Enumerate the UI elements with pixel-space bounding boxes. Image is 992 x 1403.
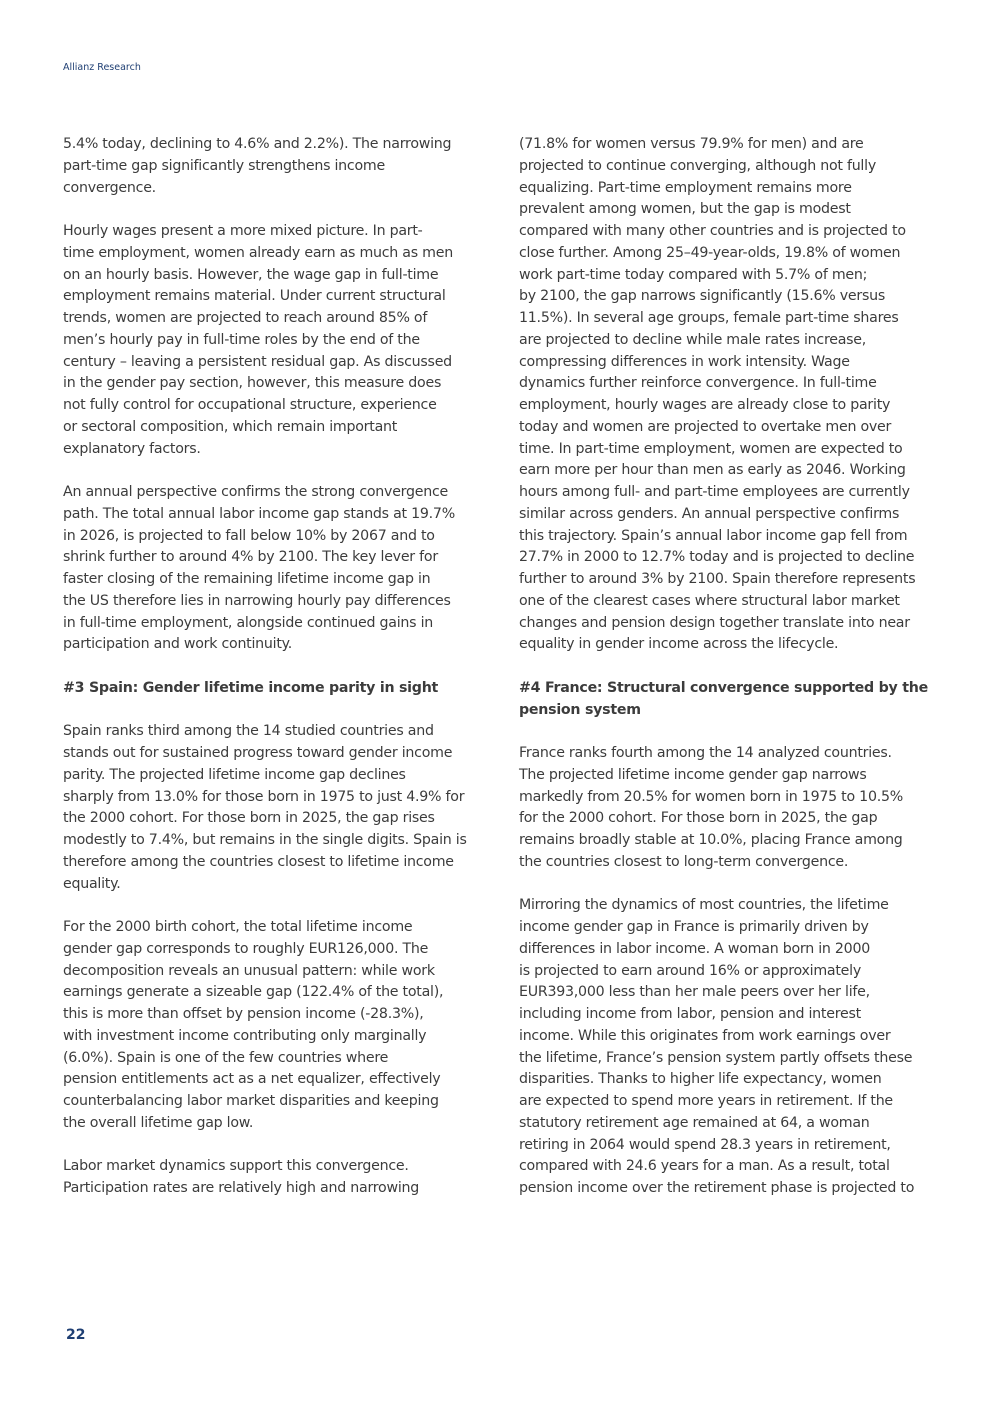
paragraph: An annual perspective confirms the strong convergence path. The total annual labor income gap stands at 19.7% in 2026, is projected to fall below 10% by 2067 and to shrink further to around 4% by 2100. The key lever for faster closing of the remaining lifetime income gap in the US therefore lies in narrowing hourly pay differences in full-time employment, alongside continued gains in participation and work continuity. xyxy=(63,484,455,653)
paragraph: 5.4% today, declining to 4.6% and 2.2%). The narrowing part-time gap significantly strengthens income convergence. xyxy=(63,136,452,196)
running-header: Allianz Research xyxy=(63,62,141,73)
paragraph: France ranks fourth among the 14 analyzed countries. The projected lifetime income gender gap narrows markedly from 20.5% for women born in 1975 to 10.5% for the 2000 cohort. For those born in 2025, the gap remains broadly stable at 10.0%, placing France among the countries closest to long-term convergence. xyxy=(519,745,904,870)
page-number: 22 xyxy=(66,1327,86,1343)
paragraph: Labor market dynamics support this convergence. Participation rates are relatively high and narrowing xyxy=(63,1158,420,1196)
left-column xyxy=(63,134,483,1222)
paragraph: For the 2000 birth cohort, the total lifetime income gender gap corresponds to roughly EUR126,000. The decomposition reveals an unusual pattern: while work earnings generate a sizeable gap (122.4% of the total), this is more than offset by pension income (-28.3%), with investment income contributing only marginally (6.0%). Spain is one of the few countries where pension entitlements act as a net equalizer, effectively counterbalancing labor market disparities and keeping the overall lifetime gap low. xyxy=(63,919,444,1131)
section-heading-france: #4 France: Structural convergence supported by the pension system xyxy=(519,679,928,718)
paragraph: Spain ranks third among the 14 studied countries and stands out for sustained progress toward gender income parity. The projected lifetime income gap declines sharply from 13.0% for those born in 1975 to just 4.9% for the 2000 cohort. For those born in 2025, the gap rises modestly to 7.4%, but remains in the single digits. Spain is therefore among the countries closest to lifetime income equality. xyxy=(63,723,467,892)
right-column xyxy=(519,134,939,1222)
section-heading-spain: #3 Spain: Gender lifetime income parity in sight xyxy=(63,679,439,696)
paragraph: (71.8% for women versus 79.9% for men) and are projected to continue converging, although not fully equalizing. Part-time employment remains more prevalent among women, but the gap is modest compared with many other countries and is projected to close further. Among 25–49-year-olds, 19.8% of women work part-time today compared with 5.7% of men; by 2100, the gap narrows significantly (15.6% versus 11.5%). In several age groups, female part-time shares are projected to decline while male rates increase, compressing differences in work intensity. Wage dynamics further reinforce convergence. In full-time employment, hourly wages are already close to parity today and women are projected to overtake men over time. In part-time employment, women are expected to earn more per hour than men as early as 2046. Working hours among full- and part-time employees are currently similar across genders. An annual perspective confirms this trajectory. Spain’s annual labor income gap fell from 27.7% in 2000 to 12.7% today and is projected to decline further to around 3% by 2100. Spain therefore represents one of the clearest cases where structural labor market changes and pension design together translate into near equality in gender income across the lifecycle. xyxy=(519,136,916,653)
paragraph: Hourly wages present a more mixed picture. In part- time employment, women already earn as much as men on an hourly basis. However, the wage gap in full-time employment remains material. Under current structural trends, women are projected to reach around 85% of men’s hourly pay in full-time roles by the end of the century – leaving a persistent residual gap. As discussed in the gender pay section, however, this measure does not fully control for occupational structure, experience or sectoral composition, which remain important explanatory factors. xyxy=(63,223,453,457)
paragraph: Mirroring the dynamics of most countries, the lifetime income gender gap in France is primarily driven by differences in labor income. A woman born in 2000 is projected to earn around 16% or approximately EUR393,000 less than her male peers over her life, including income from labor, pension and interest income. While this originates from work earnings over the lifetime, France’s pension system partly offsets these disparities. Thanks to higher life expectancy, women are expected to spend more years in retirement. If the statutory retirement age remained at 64, a woman retiring in 2064 would spend 28.3 years in retirement, compared with 24.6 years for a man. As a result, total pension income over the retirement phase is projected to xyxy=(519,897,915,1196)
